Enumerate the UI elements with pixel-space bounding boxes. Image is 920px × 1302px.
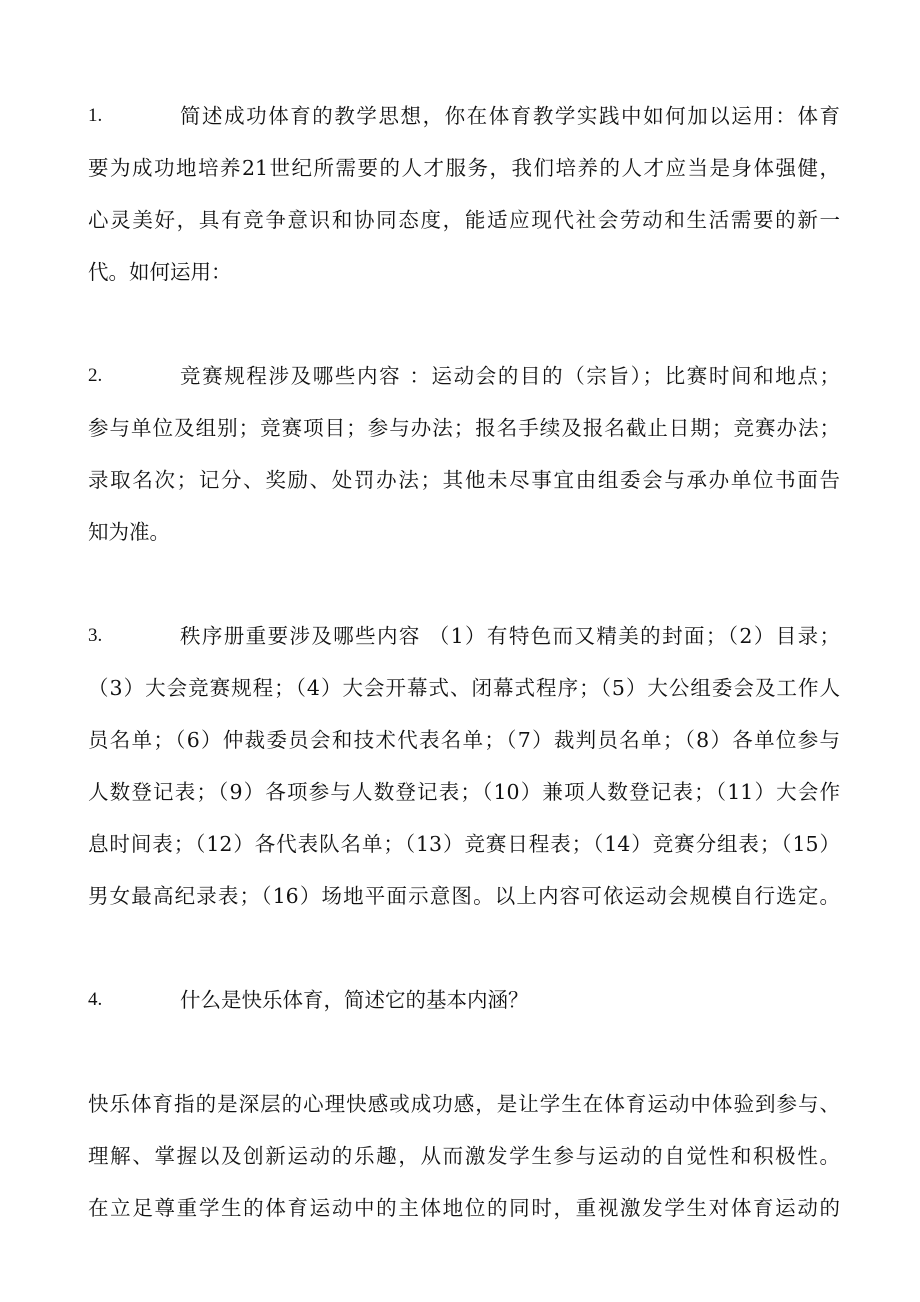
text-line: 人数登记表；（9）各项参与人数登记表；（10）兼项人数登记表；（11）大会作 — [88, 780, 840, 804]
text-line: 录取名次；记分、奖励、处罚办法；其他未尽事宜由组委会与承办单位书面告 — [88, 468, 840, 492]
item-number: 3. — [88, 625, 103, 646]
item-heading-line: 秩序册重要涉及哪些内容 （1）有特色而又精美的封面；（2）目录； — [180, 624, 840, 648]
item-number: 2. — [88, 365, 103, 386]
item-number: 4. — [88, 989, 103, 1010]
text-line: 男女最高纪录表；（16）场地平面示意图。以上内容可依运动会规模自行选定。 — [88, 884, 840, 908]
text-line: （3）大会竞赛规程；（4）大会开幕式、闭幕式程序；（5）大公组委会及工作人 — [88, 676, 840, 700]
text-line: 要为成功地培养21世纪所需要的人才服务，我们培养的人才应当是身体强健， — [88, 156, 840, 180]
text-line: 心灵美好，具有竞争意识和协同态度，能适应现代社会劳动和生活需要的新一 — [88, 208, 840, 232]
text-line: 员名单；（6）仲裁委员会和技术代表名单；（7）裁判员名单；（8）各单位参与 — [88, 728, 840, 752]
text-line: 代。如何运用： — [88, 260, 232, 284]
text-line: 知为准。 — [88, 520, 170, 544]
text-line: 快乐体育指的是深层的心理快感或成功感，是让学生在体育运动中体验到参与、 — [88, 1092, 840, 1116]
text-line: 理解、掌握以及创新运动的乐趣，从而激发学生参与运动的自觉性和积极性。 — [88, 1144, 840, 1168]
item-heading-line: 什么是快乐体育，简述它的基本内涵？ — [180, 988, 529, 1012]
text-line: 在立足尊重学生的体育运动中的主体地位的同时，重视激发学生对体育运动的 — [88, 1196, 840, 1220]
item-number: 1. — [88, 105, 103, 126]
text-line: 息时间表；（12）各代表队名单；（13）竞赛日程表；（14）竞赛分组表；（15） — [88, 832, 840, 856]
item-heading-line: 简述成功体育的教学思想，你在体育教学实践中如何加以运用：体育 — [180, 104, 840, 128]
text-line: 参与单位及组别；竞赛项目；参与办法；报名手续及报名截止日期；竞赛办法； — [88, 416, 840, 440]
item-heading-line: 竞赛规程涉及哪些内容 ：运动会的目的（宗旨）；比赛时间和地点； — [180, 364, 840, 388]
